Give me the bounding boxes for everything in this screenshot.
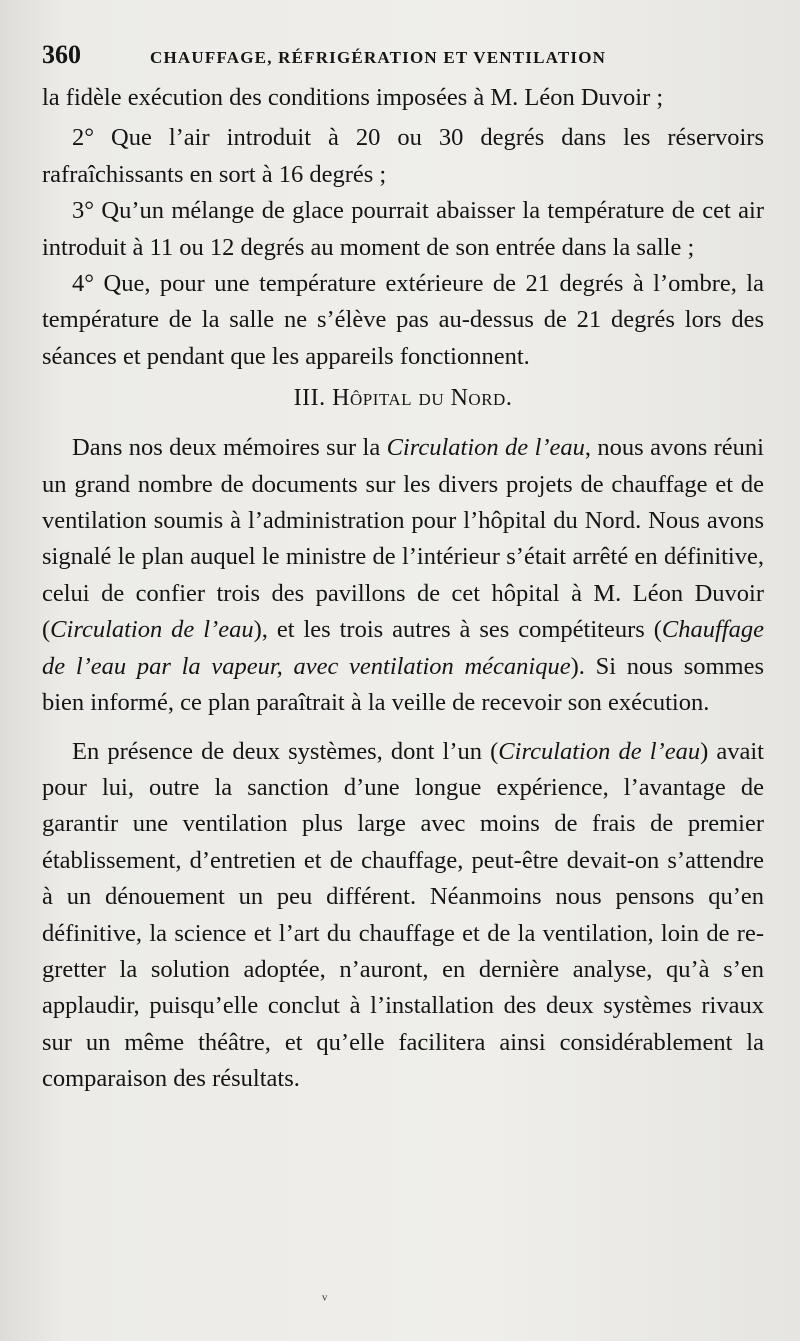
paragraph-continuation: la fidèle exécution des conditions imposées à M. Léon Duvoir ; <box>42 84 664 111</box>
p1-italic-3: Chauffage de l’eau par la vapeur, avec ventilation mécanique <box>42 616 764 680</box>
p1-text-2: , nous avons réuni un grand nombre de documents sur les divers projets de chauffage et de ventilation soumis à l’administration pour l’hôpital du Nord. Nous avons signalé le plan auquel le ministre de l’intérieur s’était arrêté en définitive, celui de confier trois des pavillons de cet hôpital à M. Léon Duvoir ( <box>42 434 764 644</box>
signature-mark: ᵥ <box>322 1283 328 1303</box>
list-item-2: 2° Que l’air introduit à 20 ou 30 degrés dans les réservoirs rafraîchissants en sort à 16 degrés ; <box>42 124 764 188</box>
page-number: 360 <box>42 40 81 69</box>
paragraph-2 <box>42 734 764 1098</box>
section-title: Hôpital du Nord. <box>332 385 513 412</box>
p1-text-3: ), et les trois autres à ses compétiteurs ( <box>253 616 662 644</box>
p2-italic-1: Circulation de l’eau <box>498 737 701 765</box>
p1-italic-2: Circulation de l’eau <box>50 616 254 644</box>
p1-italic-1: Circulation de l’eau <box>386 434 585 462</box>
list-item-3: 3° Qu’un mélange de glace pourrait abaisser la température de cet air introduit à 11 ou 12 degrés au moment de son entrée dans la salle ; <box>42 197 764 261</box>
p2-text-1: En présence de deux systèmes, dont l’un ( <box>72 737 499 765</box>
p2-text-2: ) avait pour lui, outre la sanction d’une longue expérience, l’avantage de garantir une ventilation plus large avec moins de frais de premier établissement, d’entretien et de chauffage, peut-être devait-on s’attendre à un dénouement un peu différent. Néanmoins nous pensons qu’en définitive, la science et l’art du chauffage et de la ventilation, loin de regretter la solution adoptée, n’auront, en dernière analyse, qu’à s’en applaudir, puisqu’elle conclut à l’installation des deux systèmes rivaux sur un même théâtre, et qu’elle facilitera ainsi considérablement la comparaison des résultats. <box>42 737 764 1093</box>
running-title: CHAUFFAGE, RÉFRIGÉRATION ET VENTILATION <box>150 48 607 67</box>
paragraph-1 <box>42 430 764 721</box>
section-heading <box>42 385 764 412</box>
p1-text-1: Dans nos deux mémoires sur la <box>72 434 387 462</box>
list-item-4: 4° Que, pour une température extérieure de 21 degrés à l’ombre, la température de la salle ne s’élève pas au-dessus de 21 degrés lors des séances et pendant que les appareils fonctionnent. <box>42 270 764 370</box>
running-head <box>42 40 764 80</box>
p1-text-4: ). Si nous sommes bien informé, ce plan paraîtrait à la veille de recevoir son exécution. <box>42 652 765 717</box>
section-number: III. <box>293 385 326 412</box>
